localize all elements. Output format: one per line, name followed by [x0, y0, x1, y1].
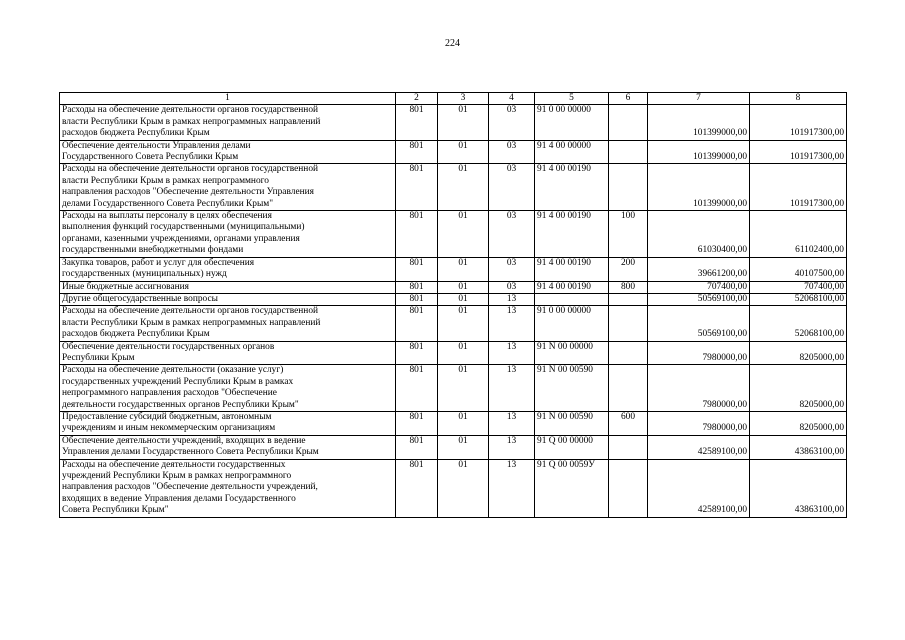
amount-col7: 7980000,00: [648, 365, 750, 412]
row-name: [60, 459, 396, 517]
expense-type-code: [609, 164, 648, 211]
expense-type-code: [609, 140, 648, 164]
row-name-line: Расходы на обеспечение деятельности (оказание услуг): [62, 365, 284, 376]
row-name-line: власти Республики Крым в рамках непрограммного: [62, 175, 269, 186]
row-name-line: Управления делами Государственного Совета Республики Крым: [62, 447, 319, 458]
department-code: 801: [396, 435, 438, 459]
row-name: [60, 211, 396, 258]
amount-col7: 42589100,00: [648, 459, 750, 517]
section-code: 01: [438, 365, 489, 412]
department-code: 801: [396, 411, 438, 435]
row-name-line: Другие общегосударственные вопросы: [62, 293, 218, 304]
expense-type-code: [609, 293, 648, 305]
header-cell: 3: [438, 93, 489, 105]
amount-col8: 43863100,00: [750, 435, 847, 459]
amount-col7: 101399000,00: [648, 105, 750, 140]
target-code: 91 4 00 00190: [535, 281, 609, 293]
amount-col8: 101917300,00: [750, 105, 847, 140]
section-code: 01: [438, 435, 489, 459]
row-name-line: государственных (муниципальных) нужд: [62, 269, 227, 280]
table-row: [60, 293, 847, 305]
amount-col7: 50569100,00: [648, 293, 750, 305]
amount-col7: 7980000,00: [648, 341, 750, 365]
section-code: 01: [438, 281, 489, 293]
subsection-code: 13: [489, 306, 535, 341]
row-name-line: учреждений Республики Крым в рамках непрограммного: [62, 471, 292, 481]
subsection-code: 03: [489, 140, 535, 164]
subsection-code: 03: [489, 281, 535, 293]
header-cell: 2: [396, 93, 438, 105]
budget-table: [59, 92, 847, 518]
row-name-line: Республики Крым: [62, 352, 135, 363]
row-name: [60, 293, 396, 305]
target-code: 91 Q 00 00000: [535, 435, 609, 459]
table-row: [60, 306, 847, 341]
target-code: 91 4 00 00190: [535, 164, 609, 211]
header-cell: 1: [60, 93, 396, 105]
target-code: 91 N 00 00590: [535, 411, 609, 435]
amount-col7: 61030400,00: [648, 211, 750, 258]
row-name-line: органами, казенными учреждениями, органами управления: [62, 233, 300, 244]
row-name-line: направления расходов "Обеспечение деятельности Управления: [62, 187, 314, 198]
amount-col7: 101399000,00: [648, 140, 750, 164]
row-name-line: Обеспечение деятельности Управления делами: [62, 140, 251, 151]
row-name-line: делами Государственного Совета Республики Крым": [62, 198, 274, 209]
target-code: 91 Q 00 0059У: [535, 459, 609, 517]
table-row: [60, 365, 847, 412]
section-code: 01: [438, 211, 489, 258]
subsection-code: 13: [489, 411, 535, 435]
section-code: 01: [438, 341, 489, 365]
target-code: 91 4 00 00000: [535, 140, 609, 164]
table-row: [60, 281, 847, 293]
row-name-line: непрограммного направления расходов "Обеспечение: [62, 388, 277, 399]
row-name: [60, 341, 396, 365]
target-code: 91 N 00 00000: [535, 341, 609, 365]
department-code: 801: [396, 281, 438, 293]
row-name: [60, 306, 396, 341]
row-name-line: Иные бюджетные ассигнования: [62, 281, 189, 292]
subsection-code: 03: [489, 211, 535, 258]
table-row: [60, 140, 847, 164]
table-row: [60, 459, 847, 517]
row-name-line: Расходы на обеспечение деятельности органов государственной: [62, 306, 319, 317]
row-name-line: расходов бюджета Республики Крым: [62, 329, 210, 340]
section-code: 01: [438, 459, 489, 517]
department-code: 801: [396, 306, 438, 341]
section-code: 01: [438, 411, 489, 435]
amount-col8: 61102400,00: [750, 211, 847, 258]
row-name: [60, 281, 396, 293]
row-name-line: деятельности государственных органов Республики Крым": [62, 399, 299, 410]
department-code: 801: [396, 459, 438, 517]
subsection-code: 03: [489, 164, 535, 211]
section-code: 01: [438, 293, 489, 305]
row-name-line: Предоставление субсидий бюджетным, автономным: [62, 411, 272, 422]
department-code: 801: [396, 105, 438, 140]
expense-type-code: 600: [609, 411, 648, 435]
row-name-line: Совета Республики Крым": [62, 505, 169, 516]
subsection-code: 03: [489, 257, 535, 281]
row-name: [60, 105, 396, 140]
amount-col7: 39661200,00: [648, 257, 750, 281]
amount-col8: 8205000,00: [750, 341, 847, 365]
expense-type-code: 100: [609, 211, 648, 258]
department-code: 801: [396, 365, 438, 412]
subsection-code: 13: [489, 459, 535, 517]
amount-col8: 8205000,00: [750, 365, 847, 412]
row-name-line: Обеспечение деятельности государственных органов: [62, 341, 275, 352]
subsection-code: 03: [489, 105, 535, 140]
table-row: [60, 435, 847, 459]
row-name-line: Расходы на выплаты персоналу в целях обеспечения: [62, 211, 272, 222]
target-code: 91 N 00 00590: [535, 365, 609, 412]
header-cell: 5: [535, 93, 609, 105]
row-name-line: учреждениям и иным некоммерческим организациям: [62, 423, 276, 434]
amount-col8: 43863100,00: [750, 459, 847, 517]
page-number: 224: [445, 38, 460, 49]
row-name-line: Расходы на обеспечение деятельности государственных: [62, 459, 286, 470]
row-name-line: государственными внебюджетными фондами: [62, 245, 244, 256]
row-name-line: Государственного Совета Республики Крым: [62, 152, 239, 163]
expense-type-code: 800: [609, 281, 648, 293]
amount-col8: 8205000,00: [750, 411, 847, 435]
amount-col8: 707400,00: [750, 281, 847, 293]
expense-type-code: [609, 459, 648, 517]
target-code: 91 4 00 00190: [535, 257, 609, 281]
target-code: 91 4 00 00190: [535, 211, 609, 258]
header-cell: 8: [750, 93, 847, 105]
table-row: [60, 257, 847, 281]
row-name-line: направления расходов "Обеспечение деятельности учреждений,: [62, 482, 318, 493]
header-cell: 6: [609, 93, 648, 105]
section-code: 01: [438, 257, 489, 281]
subsection-code: 13: [489, 293, 535, 305]
table-body: [60, 105, 847, 517]
row-name: [60, 257, 396, 281]
department-code: 801: [396, 211, 438, 258]
department-code: 801: [396, 164, 438, 211]
amount-col8: 101917300,00: [750, 140, 847, 164]
row-name: [60, 435, 396, 459]
row-name-line: входящих в ведение Управления делами Государственного: [62, 493, 296, 504]
target-code: [535, 293, 609, 305]
target-code: 91 0 00 00000: [535, 105, 609, 140]
section-code: 01: [438, 306, 489, 341]
header-row: [60, 93, 847, 105]
header-cell: 7: [648, 93, 750, 105]
department-code: 801: [396, 341, 438, 365]
section-code: 01: [438, 140, 489, 164]
expense-type-code: [609, 306, 648, 341]
row-name-line: власти Республики Крым в рамках непрограммных направлений: [62, 116, 321, 127]
row-name: [60, 140, 396, 164]
row-name-line: власти Республики Крым в рамках непрограммных направлений: [62, 317, 321, 328]
target-code: 91 0 00 00000: [535, 306, 609, 341]
row-name-line: выполнения функций государственными (муниципальными): [62, 222, 305, 233]
subsection-code: 13: [489, 435, 535, 459]
department-code: 801: [396, 140, 438, 164]
expense-type-code: [609, 435, 648, 459]
amount-col7: 707400,00: [648, 281, 750, 293]
table-row: [60, 105, 847, 140]
row-name: [60, 164, 396, 211]
amount-col7: 50569100,00: [648, 306, 750, 341]
row-name-line: Расходы на обеспечение деятельности органов государственной: [62, 105, 319, 116]
amount-col8: 101917300,00: [750, 164, 847, 211]
amount-col7: 42589100,00: [648, 435, 750, 459]
expense-type-code: [609, 341, 648, 365]
department-code: 801: [396, 293, 438, 305]
subsection-code: 13: [489, 341, 535, 365]
section-code: 01: [438, 105, 489, 140]
department-code: 801: [396, 257, 438, 281]
table-row: [60, 411, 847, 435]
amount-col7: 101399000,00: [648, 164, 750, 211]
subsection-code: 13: [489, 365, 535, 412]
expense-type-code: [609, 105, 648, 140]
expense-type-code: 200: [609, 257, 648, 281]
row-name-line: расходов бюджета Республики Крым: [62, 128, 210, 139]
row-name: [60, 411, 396, 435]
row-name-line: Расходы на обеспечение деятельности органов государственной: [62, 164, 319, 175]
amount-col8: 40107500,00: [750, 257, 847, 281]
row-name-line: Обеспечение деятельности учреждений, входящих в ведение: [62, 435, 306, 446]
row-name: [60, 365, 396, 412]
section-code: 01: [438, 164, 489, 211]
amount-col8: 52068100,00: [750, 293, 847, 305]
expense-type-code: [609, 365, 648, 412]
amount-col7: 7980000,00: [648, 411, 750, 435]
table-row: [60, 211, 847, 258]
amount-col8: 52068100,00: [750, 306, 847, 341]
table-row: [60, 341, 847, 365]
row-name-line: государственных учреждений Республики Крым в рамках: [62, 376, 294, 387]
header-cell: 4: [489, 93, 535, 105]
table-row: [60, 164, 847, 211]
row-name-line: Закупка товаров, работ и услуг для обеспечения: [62, 257, 255, 268]
